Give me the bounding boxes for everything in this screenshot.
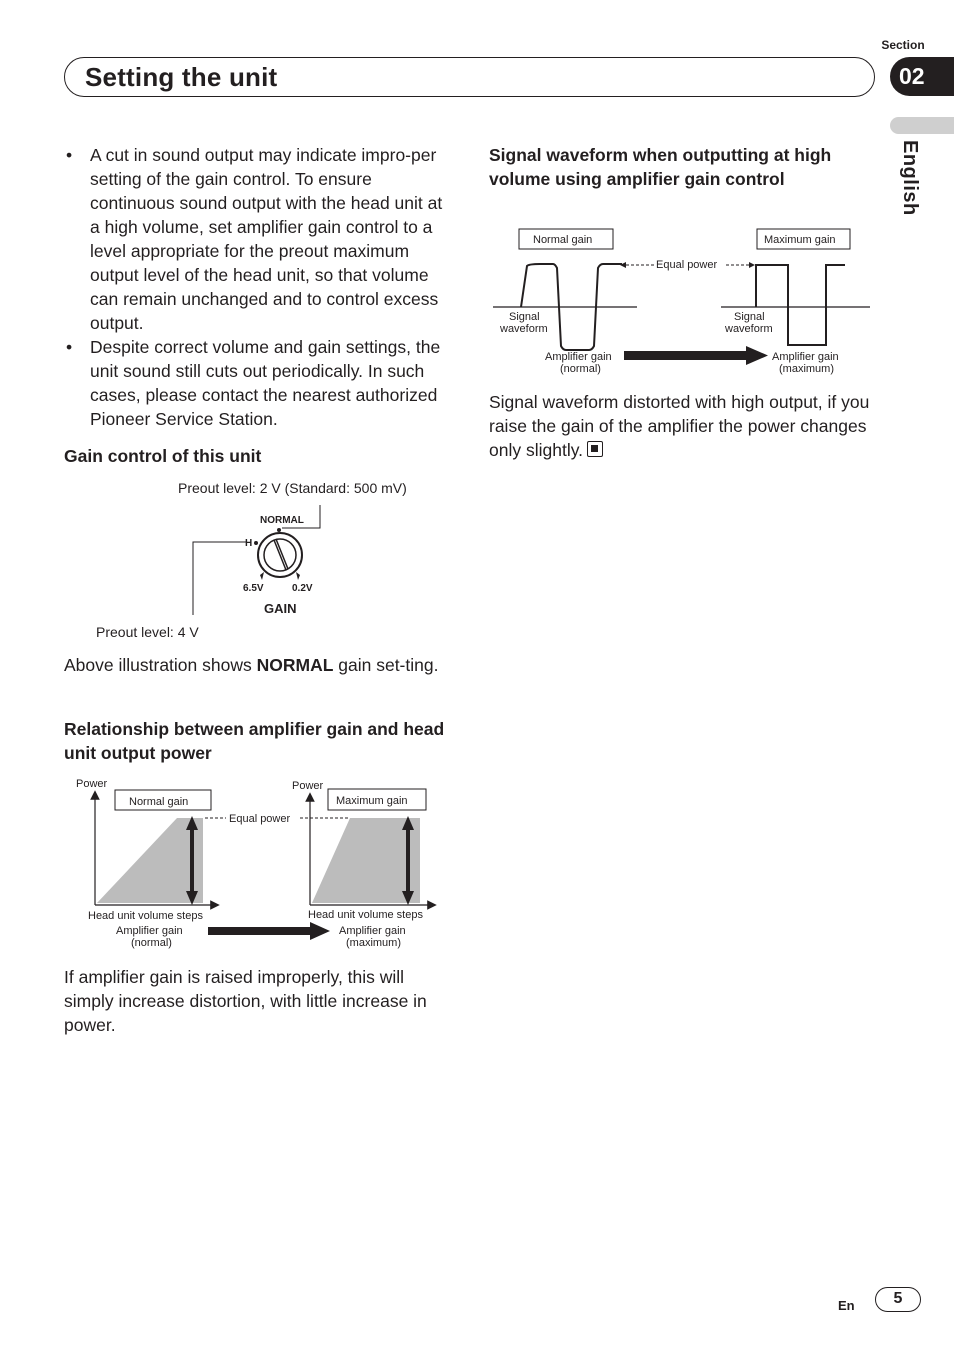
knob-h-label: H [245, 538, 253, 549]
knob-left-label: 6.5V [243, 583, 264, 594]
right-power-label: Power [292, 780, 324, 792]
knob-gain-label: GAIN [264, 601, 297, 616]
wave-normal-gain-label: Normal gain [533, 234, 593, 246]
equal-right-head [749, 262, 755, 268]
wave-maximum-gain-label: Maximum gain [764, 234, 836, 246]
left-normal-paren: (normal) [131, 937, 172, 949]
wave-right-maximum-paren: (maximum) [779, 363, 834, 375]
gain-caption-end: gain set-ting. [333, 655, 439, 675]
wave-arrow-body [624, 351, 748, 360]
wave-right-waveform-label: waveform [725, 323, 773, 335]
knob-right-label: 0.2V [292, 583, 313, 594]
waveform-caption [489, 390, 874, 462]
wave-left-normal-paren: (normal) [560, 363, 601, 375]
end-mark-icon [587, 441, 603, 457]
right-maximum-gain-label: Maximum gain [336, 795, 408, 807]
gain-caption-start: Above illustration shows [64, 655, 257, 675]
bullet-text: Despite correct volume and gain settings, the unit sound still cuts out periodically. In such cases, please contact the nearest authorized Pioneer Service Station. [90, 337, 441, 429]
wave-right-amp-gain: Amplifier gain [772, 351, 839, 363]
left-normal-gain-label: Normal gain [129, 796, 189, 808]
wave-arrow-head [746, 346, 768, 365]
section-label: Section [881, 38, 925, 52]
right-amp-gain-label: Amplifier gain [339, 925, 406, 937]
bullet-text: A cut in sound output may indicate impro-per setting of the gain control. To ensure continuous sound output with the head unit at a high volume, set amplifier gain control to a level appropriate for the preout maximum output level of the head unit, so that volume can remain unchanged and to control excess output. [90, 145, 443, 333]
left-amp-gain-label: Amplifier gain [116, 925, 183, 937]
waveform-heading: Signal waveform when outputting at high volume using amplifier gain control [489, 145, 832, 189]
relationship-caption: If amplifier gain is raised improperly, this will simply increase distortion, with little increase in power. [64, 967, 427, 1035]
wave-right-signal-label: Signal [734, 311, 765, 323]
wave-left-amp-gain: Amplifier gain [545, 351, 612, 363]
relationship-equal-power: Equal power [229, 813, 291, 825]
page-number: 5 [875, 1287, 921, 1312]
wave-equal-power: Equal power [656, 259, 718, 271]
language-label: English [899, 140, 921, 216]
footer-lang: En [838, 1298, 855, 1313]
list-item: • A cut in sound output may indicate impro-per setting of the gain control. To ensure continuous sound output with the head unit at a high volume, set amplifier gain control to a level appropriate for the preout maximum output level of the head unit, so that volume can remain unchanged and to control excess output. [66, 145, 443, 333]
list-item: • Despite correct volume and gain settings, the unit sound still cuts out periodically. In such cases, please contact the nearest authorized Pioneer Service Station. [66, 337, 441, 429]
knob-normal-label: NORMAL [260, 515, 304, 526]
preout-top-label: Preout level: 2 V (Standard: 500 mV) [178, 480, 407, 496]
left-volume-label: Head unit volume steps [88, 910, 203, 922]
wave-left-signal-label: Signal [509, 311, 540, 323]
waveform-caption-text: Signal waveform distorted with high output, if you raise the gain of the amplifier the power changes only slightly. [489, 392, 870, 460]
right-volume-label: Head unit volume steps [308, 909, 423, 921]
section-number-badge: 02 [890, 57, 954, 96]
right-maximum-paren: (maximum) [346, 937, 401, 949]
relationship-heading: Relationship between amplifier gain and head unit output power [64, 719, 445, 763]
left-power-label: Power [76, 778, 108, 790]
gain-caption-bold: NORMAL [256, 655, 334, 675]
page-title: Setting the unit [85, 62, 278, 92]
gain-heading: Gain control of this unit [64, 446, 262, 466]
preout-bottom-label: Preout level: 4 V [96, 624, 199, 640]
wave-left-waveform-label: waveform [500, 323, 548, 335]
